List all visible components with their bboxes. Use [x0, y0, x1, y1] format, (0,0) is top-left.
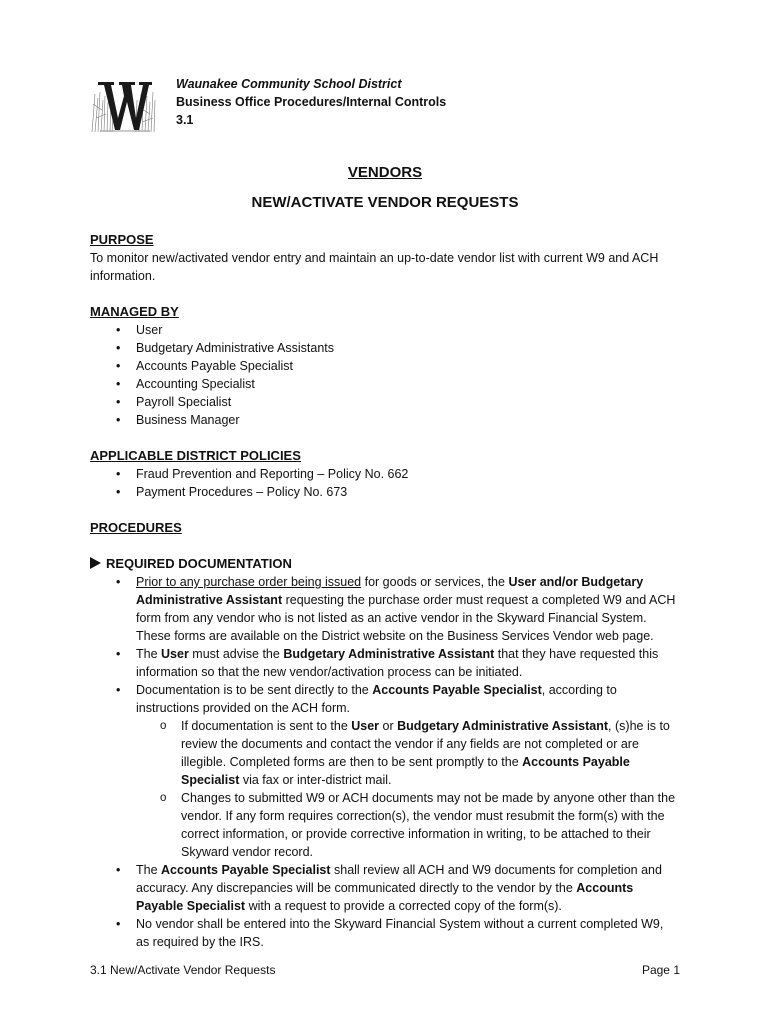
managed-by-list: [90, 321, 680, 429]
sub-list: [136, 717, 680, 861]
purpose-text: To monitor new/activated vendor entry and maintain an up-to-date vendor list with current W9 and ACH information.: [90, 251, 659, 283]
list-item: • Accounts Payable Specialist: [90, 357, 680, 375]
header-block: [176, 75, 446, 129]
procedures-heading: PROCEDURES: [90, 520, 182, 535]
sub-list-item: o If documentation is sent to the User or Budgetary Administrative Assistant, (s)he is to review the documents and contact the vendor if any fields are not completed or are illegible. Completed forms are then to be sent promptly to the Accounts Payable Specialist via fax or inter-district mail.: [136, 717, 680, 789]
list-item: • Fraud Prevention and Reporting – Policy No. 662: [90, 465, 680, 483]
list-item: • Accounting Specialist: [90, 375, 680, 393]
org-name: Waunakee Community School District: [176, 77, 402, 91]
list-item: • The User must advise the Budgetary Administrative Assistant that they have requested this information so that the new vendor/activation process can be initiated.: [90, 645, 680, 681]
required-documentation-heading: REQUIRED DOCUMENTATION: [90, 555, 680, 573]
list-item: • Business Manager: [90, 411, 680, 429]
managed-by-heading: MANAGED BY: [90, 304, 179, 319]
policies-list: [90, 465, 680, 501]
list-item: • No vendor shall be entered into the Skyward Financial System without a current completed W9, as required by the IRS.: [90, 915, 680, 951]
policies-heading: APPLICABLE DISTRICT POLICIES: [90, 448, 301, 463]
footer-left: 3.1 New/Activate Vendor Requests: [90, 963, 276, 977]
list-item: • Prior to any purchase order being issued for goods or services, the User and/or Budgetary Administrative Assistant requesting the purchase order must request a completed W9 and ACH form from any vendor who is not listed as an active vendor in the Skyward Financial System. These forms are available on the District website on the Business Services Vendor web page.: [90, 573, 680, 645]
header-subtitle: Business Office Procedures/Internal Controls: [176, 95, 447, 109]
district-w-logo: [90, 74, 156, 134]
document-body: [90, 231, 680, 951]
list-item: • Payroll Specialist: [90, 393, 680, 411]
sub-list-item: o Changes to submitted W9 or ACH documents may not be made by anyone other than the vendor. If any form requires correction(s), the vendor must resubmit the form(s) with the correct information, or provide corrective information in writing, to be attached to their Skyward vendor record.: [136, 789, 680, 861]
list-item: • Budgetary Administrative Assistants: [90, 339, 680, 357]
document-subtitle: NEW/ACTIVATE VENDOR REQUESTS: [251, 194, 519, 211]
footer-page-number: Page 1: [641, 963, 680, 977]
section-number: 3.1: [176, 113, 194, 127]
list-item: • The Accounts Payable Specialist shall review all ACH and W9 documents for completion and accuracy. Any discrepancies will be communicated directly to the vendor by the Accounts Payable Specialist with a request to provide a corrected copy of the form(s).: [90, 861, 680, 915]
procedures-list: [90, 573, 680, 951]
document-title: VENDORS: [347, 164, 423, 181]
purpose-heading: PURPOSE: [90, 232, 154, 247]
list-item: • Documentation is to be sent directly to the Accounts Payable Specialist, according to instructions provided on the ACH form. o If documentation is sent to the User or Budgetary Administrative Assistant, (s)he is to review the documents and contact the vendor if any fields are not completed or are illegible. Completed forms are then to be sent promptly to the Accounts Payable Specialist via fax or inter-district mail. o Changes to submitted W9 or ACH documents may not be made by anyone other than the vendor. If any form requires correction(s), the vendor must resubmit the form(s) with the correct information, or provide corrective information in writing, to be attached to their Skyward vendor record.: [90, 681, 680, 861]
list-item: • User: [90, 321, 680, 339]
list-item: • Payment Procedures – Policy No. 673: [90, 483, 680, 501]
triangle-right-icon: [90, 557, 101, 569]
